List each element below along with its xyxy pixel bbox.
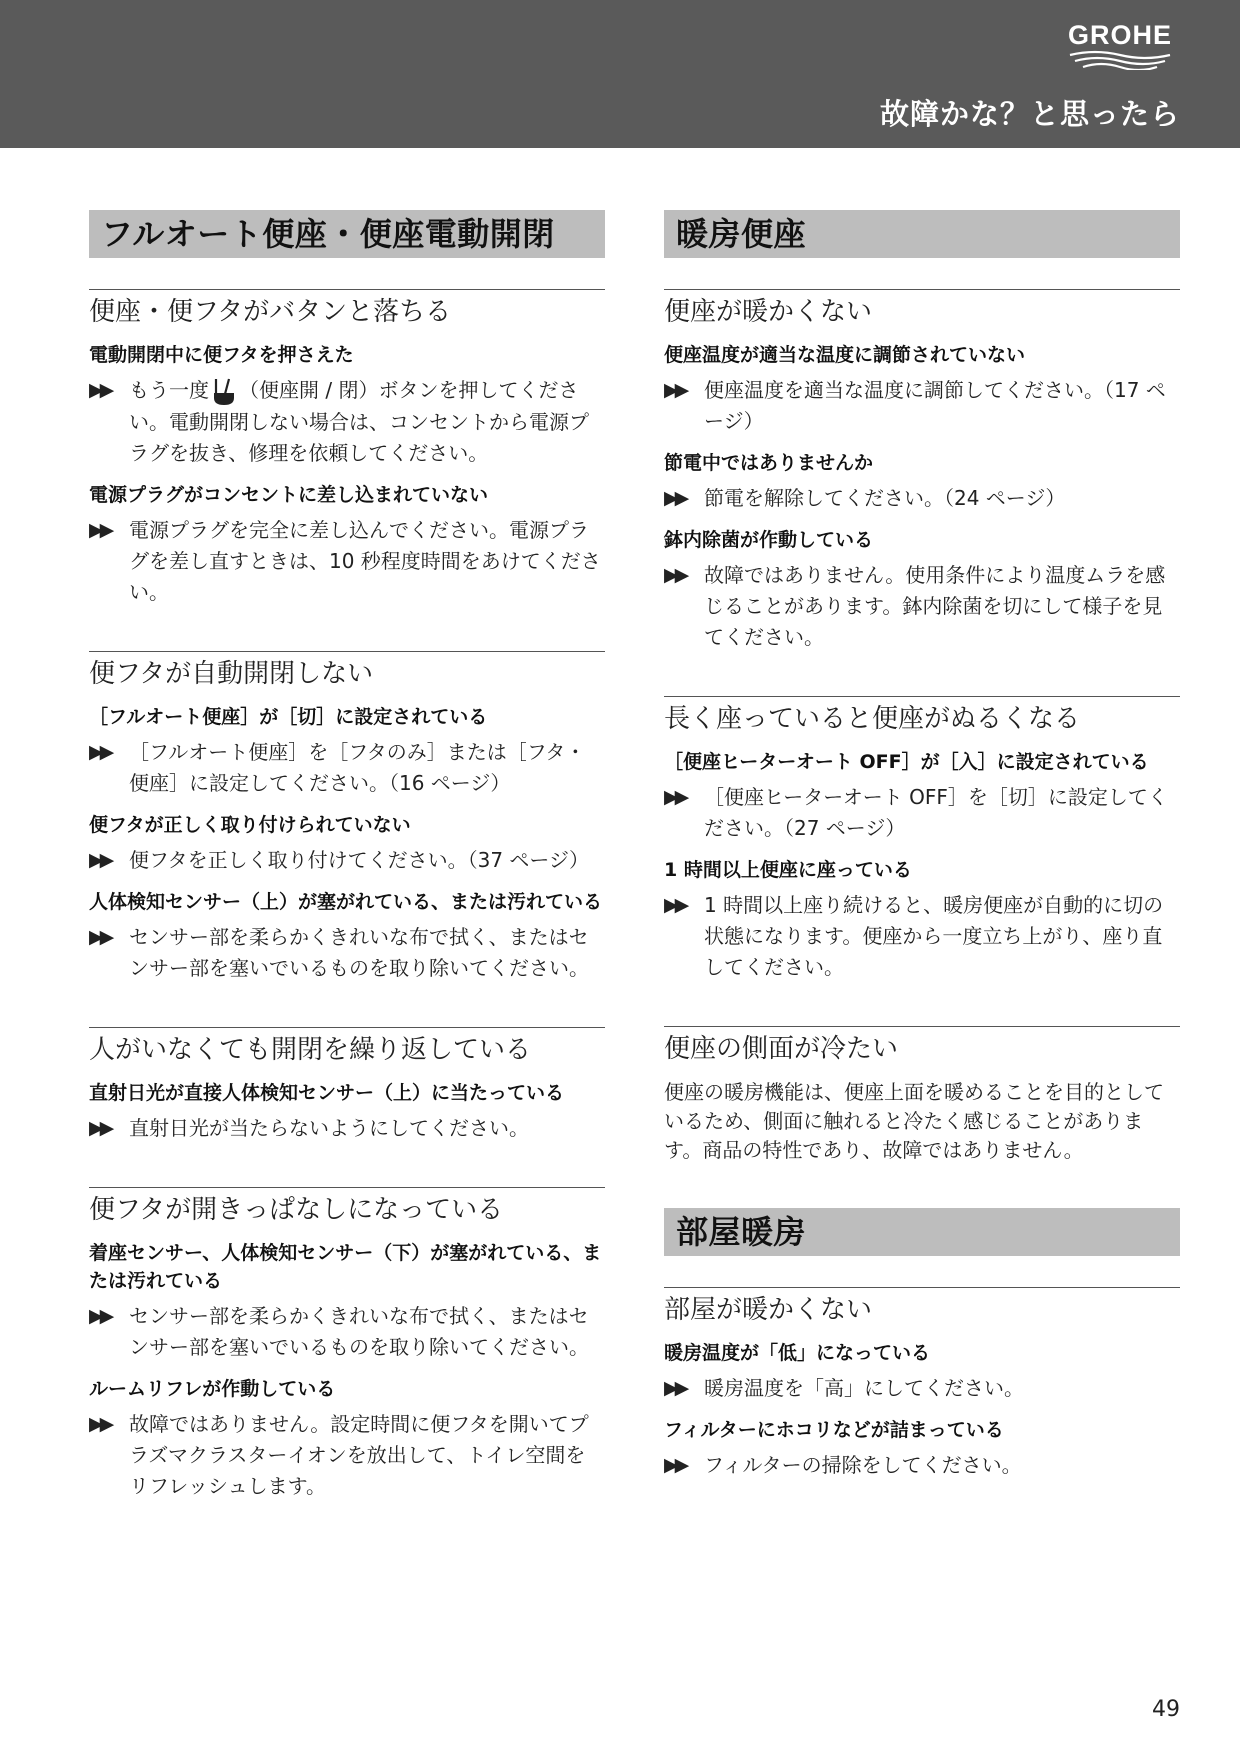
section-title: 便フタが開きっぱなしになっている [89, 1194, 504, 1225]
double-arrow-icon: ▶▶ [664, 379, 686, 401]
solution-item [664, 1373, 1180, 1404]
double-arrow-icon: ▶▶ [89, 1116, 111, 1139]
solution-item [664, 890, 1180, 983]
double-arrow-icon: ▶▶ [89, 848, 111, 871]
solution-item [664, 560, 1180, 653]
cause-text: 着座センサー、人体検知センサー（下）が塞がれている、または汚れている [89, 1241, 602, 1292]
solution-text: 暖房温度を「高」にしてください。 [704, 1376, 1024, 1400]
solution-text: 故障ではありません。使用条件により温度ムラを感じることがあります。鉢内除菌を切にして様子を見てください。 [704, 563, 1166, 649]
solution-item [89, 515, 605, 608]
solution-text: 故障ではありません。設定時間に便フタを開いてプラズマクラスターイオンを放出して、トイレ空間をリフレッシュします。 [129, 1411, 589, 1498]
solution-text: ［便座ヒーターオート OFF］を［切］に設定してください。（27 ページ） [704, 785, 1168, 840]
page-header [0, 0, 1240, 148]
double-arrow-icon: ▶▶ [664, 1377, 686, 1399]
solution-item [664, 782, 1180, 844]
solution-text: 便座温度を適当な温度に調節してください。（17 ページ） [704, 378, 1166, 433]
double-arrow-icon: ▶▶ [89, 379, 111, 401]
cause-text: 1 時間以上便座に座っている [664, 859, 912, 881]
section-title: 部屋が暖かくない [664, 1295, 873, 1325]
explanation-paragraph: 便座の暖房機能は、便座上面を暖めることを目的としているため、側面に触れると冷たく感じることがあります。商品の特性であり、故障ではありません。 [664, 1080, 1164, 1162]
double-arrow-icon: ▶▶ [89, 1304, 111, 1327]
waves-icon [1065, 50, 1175, 70]
cause-text: 鉢内除菌が作動している [664, 529, 874, 551]
cause-text: 暖房温度が「低」になっている [664, 1342, 931, 1364]
solution-text: ［フルオート便座］を［フタのみ］または［フタ・便座］に設定してください。（16 ページ） [129, 739, 586, 795]
section-seat-gets-lukewarm [664, 696, 1180, 983]
double-arrow-icon: ▶▶ [664, 1454, 686, 1476]
solution-item [89, 1301, 605, 1363]
cause-text: 人体検知センサー（上）が塞がれている、または汚れている [89, 890, 603, 913]
cause-text: 電動開閉中に便フタを押さえた [89, 344, 354, 366]
left-column [89, 210, 605, 1545]
solution-text: 電源プラグを完全に差し込んでください。電源プラグを差し直すときは、10 秒程度時間をあけてください。 [129, 517, 601, 604]
double-arrow-icon: ▶▶ [664, 487, 686, 509]
brand-name: GROHE [1067, 20, 1172, 50]
category-heading-heated-seat: 暖房便座 [664, 210, 1180, 258]
section-title: 便座・便フタがバタンと落ちる [89, 297, 452, 327]
section-seat-not-warm [664, 289, 1180, 653]
grohe-logo [1060, 20, 1180, 70]
solution-text: センサー部を柔らかくきれいな布で拭く、またはセンサー部を塞いでいるものを取り除いてください。 [129, 1303, 589, 1359]
section-title: 便フタが自動開閉しない [89, 658, 374, 689]
double-arrow-icon: ▶▶ [664, 786, 686, 808]
section-repeat-open-close [89, 1027, 605, 1144]
solution-item [664, 1450, 1180, 1481]
solution-text: センサー部を柔らかくきれいな布で拭く、またはセンサー部を塞いでいるものを取り除いてください。 [129, 924, 589, 980]
cause-text: 直射日光が直接人体検知センサー（上）に当たっている [89, 1081, 565, 1104]
page-number: 49 [1152, 1697, 1180, 1722]
section-title: 人がいなくても開閉を繰り返している [89, 1034, 532, 1065]
double-arrow-icon: ▶▶ [664, 564, 686, 586]
cause-text: 便フタが正しく取り付けられていない [89, 813, 411, 836]
solution-item [664, 375, 1180, 437]
solution-item [89, 1409, 605, 1502]
double-arrow-icon: ▶▶ [89, 925, 111, 948]
solution-item [89, 845, 605, 876]
section-lid-not-auto [89, 651, 605, 984]
solution-item [89, 737, 605, 799]
cause-text: ［便座ヒーターオート OFF］が［入］に設定されている [664, 751, 1149, 773]
section-lid-stays-open [89, 1187, 605, 1502]
section-seat-side-cold [664, 1026, 1180, 1165]
solution-text: 1 時間以上座り続けると、暖房便座が自動的に切の状態になります。便座から一度立ち上がり、座り直してください。 [704, 893, 1164, 979]
solution-text-part: （便座開 / 閉）ボタンを押してください。電動開閉しない場合は、コンセントから電源プラグを抜き、修理を依頼してください。 [129, 378, 589, 465]
cause-text: フィルターにホコリなどが詰まっている [664, 1419, 1004, 1441]
solution-text: 節電を解除してください。（24 ページ） [704, 486, 1066, 510]
cause-text: 節電中ではありませんか [664, 452, 874, 474]
section-title: 便座が暖かくない [664, 297, 873, 327]
cause-text: 電源プラグがコンセントに差し込まれていない [89, 483, 489, 506]
cause-text: ［フルオート便座］が［切］に設定されている [89, 705, 488, 728]
page-title: 故障かな？と思ったら [879, 97, 1180, 131]
double-arrow-icon: ▶▶ [89, 740, 111, 763]
double-arrow-icon: ▶▶ [664, 894, 686, 916]
double-arrow-icon: ▶▶ [89, 1412, 111, 1435]
section-seat-drops [89, 289, 605, 608]
solution-item [664, 483, 1180, 514]
solution-text [129, 375, 605, 469]
category-heading-auto-seat: フルオート便座・便座電動開閉 [89, 210, 605, 258]
cause-text: ルームリフレが作動している [89, 1377, 336, 1400]
double-arrow-icon: ▶▶ [89, 518, 111, 541]
solution-text: フィルターの掃除をしてください。 [704, 1453, 1022, 1477]
category-heading-room-heater: 部屋暖房 [664, 1208, 1180, 1256]
seat-open-close-button-icon [213, 377, 235, 407]
section-room-not-warm [664, 1287, 1180, 1481]
section-title: 便座の側面が冷たい [664, 1034, 899, 1064]
solution-item [89, 1113, 605, 1144]
solution-text: 直射日光が当たらないようにしてください。 [129, 1115, 529, 1140]
cause-text: 便座温度が適当な温度に調節されていない [664, 344, 1026, 366]
section-title: 長く座っていると便座がぬるくなる [664, 704, 1081, 734]
solution-item [89, 375, 605, 469]
solution-item [89, 922, 605, 984]
right-column [664, 210, 1180, 1524]
solution-text: 便フタを正しく取り付けてください。（37 ページ） [129, 847, 590, 872]
solution-text-part: もう一度 [129, 378, 209, 402]
